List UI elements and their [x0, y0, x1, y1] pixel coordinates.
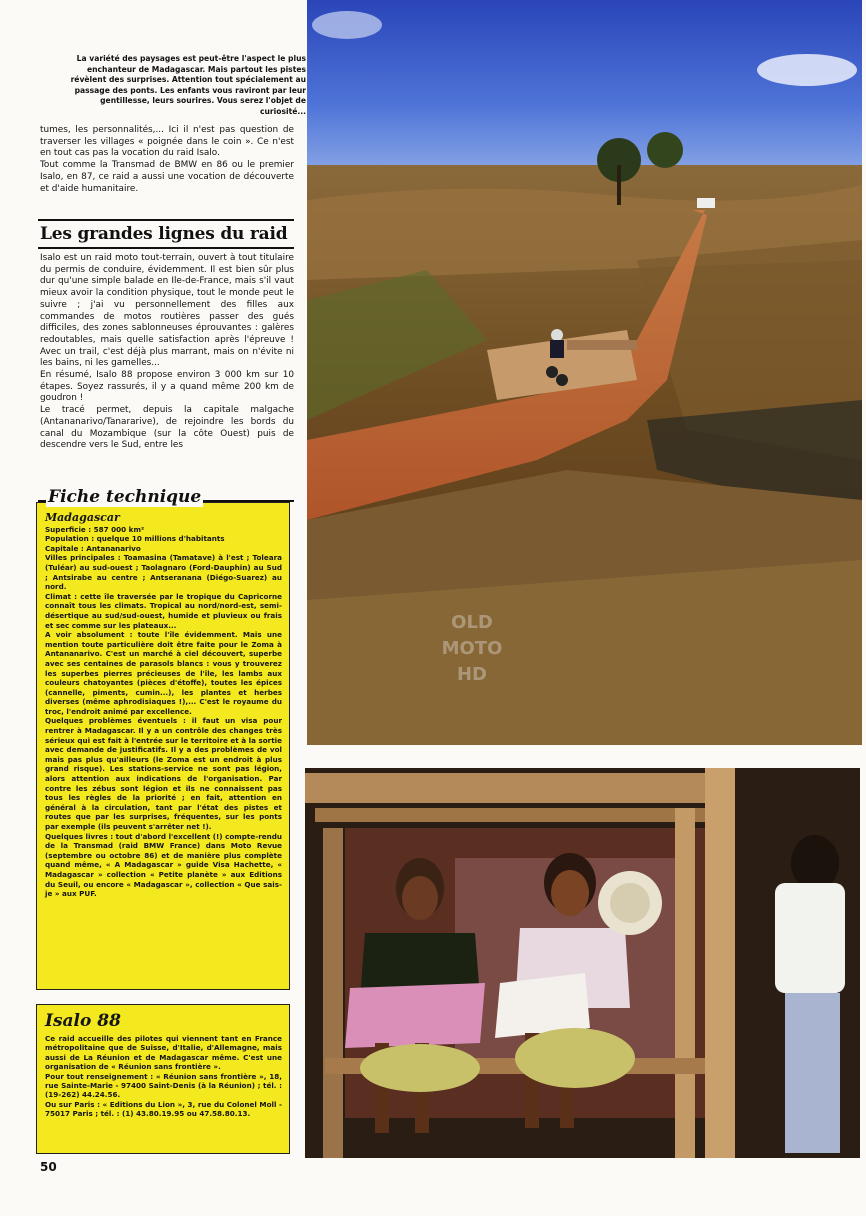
section-heading: Les grandes lignes du raid — [40, 224, 288, 244]
body-paragraph: Le tracé permet, depuis la capitale malgache (Antananarivo/Tanararive), de rejoindre les bords du canal du Mozambique (sur la côte Ouest) puis de descendre vers le Sud, entre les — [40, 405, 294, 451]
fiche-key: Villes principales : — [45, 553, 121, 563]
fiche-item — [45, 525, 282, 535]
fiche-text: toute l'île évidemment. Mais une mention toute particulière doit être faite pour le Zoma à Antananarivo. C'est un marché à ciel découvert, superbe avec ses centaines de parasols blancs : vous y trouverez les superbes pierres précieuses de l'île, les lambs aux couleurs chatoyantes (pièces d'étoffe), toutes les épices (cannelle, piments, cumin...), les plantes et herbes diverses (même aphrodisiaques !),... C'est le royaume du troc, l'endroit animé par excellence. — [45, 630, 282, 716]
page-number: 50 — [40, 1160, 57, 1174]
fiche-key: A voir absolument : — [45, 630, 133, 640]
isalo-title: Isalo 88 — [45, 1011, 121, 1031]
isalo-paragraph: Ce raid accueille des pilotes qui viennent tant en France métropolitaine que de Suisse, d'Italie, d'Allemagne, mais aussi de La Réunion et de Madagascar même. C'est une organisation de « Réunion sans frontière ». — [45, 1034, 282, 1072]
fiche-item — [45, 716, 282, 831]
caption-line: enchanteur de Madagascar. Mais partout les pistes — [87, 64, 306, 74]
section-body — [40, 253, 294, 452]
watermark: OLD MOTO HD — [441, 612, 503, 685]
body-paragraph: En résumé, Isalo 88 propose environ 3 000 km sur 10 étapes. Soyez rassurés, il y a quand même 200 km de goudron ! — [40, 370, 294, 404]
fiche-key: Capitale : — [45, 543, 84, 553]
fiche-item — [45, 592, 282, 630]
isalo-88-box — [36, 1004, 290, 1154]
intro-paragraph: Tout comme la Transmad de BMW en 86 ou le premier Isalo, en 87, ce raid a aussi une vocation de découverte et d'aide humanitaire. — [40, 160, 294, 194]
fiche-item — [45, 534, 282, 544]
section-rule — [38, 219, 294, 221]
landscape-photo — [307, 0, 862, 745]
fiche-item — [45, 544, 282, 554]
fiche-text: cette île traversée par le tropique du Capricorne connaît tous les climats. Tropical au nord/nord-est, semi-désertique au sud/sud-ouest, humide et pluvieux ou frais et sec comme sur les plateaux... — [45, 591, 283, 630]
fiche-text: il faut un visa pour rentrer à Madagascar. Il y a un contrôle des changes très sérieux qui est fait à l'entrée sur le territoire et à la sortie avec demande de justificatifs. Il y a des problèmes de vol mais pas plus qu'ailleurs (le Zoma est un endroit à plus grand risque). Les stations-service ne sont pas légion, alors attention aux indications de l'organisation. Par contre les zébus sont légion et ils ne connaissent pas tous les règles de la priorité ; en fait, attention en général à la circulation, tant par l'état des pistes et routes que par les surprises, fréquentes, sur les ponts par exemple (ils peuvent s'arrêter net !). — [45, 716, 282, 831]
fiche-technique-box — [36, 502, 290, 990]
fiche-text: Antananarivo — [83, 543, 141, 553]
fiche-key: Quelques livres : — [45, 831, 114, 841]
fiche-key: Population : — [45, 534, 95, 544]
fiche-text: Toamasina (Tamatave) à l'est ; Toleara (Tuléar) au sud-ouest ; Taolagnaro (Ford-Dauphin) au Sud ; Antsirabe au centre ; Antseranana (Diégo-Suarez) au nord. — [45, 553, 282, 592]
children-photo — [305, 768, 860, 1158]
fiche-text: quelque 10 millions d'habitants — [94, 534, 225, 544]
caption-line: curiosité... — [259, 106, 306, 116]
fiche-item — [45, 832, 282, 899]
fiche-item — [45, 630, 282, 716]
caption-line: révèlent des surprises. Attention tout spécialement au — [70, 75, 306, 85]
fiche-country: Madagascar — [45, 511, 120, 524]
caption-line: gentillesse, leurs sourires. Vous serez l'objet de — [100, 96, 306, 106]
caption-line: passage des ponts. Les enfants vous raviront par leur — [74, 85, 306, 95]
caption-line: La variété des paysages est peut-être l'aspect le plus — [76, 54, 306, 63]
fiche-item — [45, 553, 282, 591]
intro-paragraph: tumes, les personnalités,... Ici il n'est pas question de traverser les villages « poignée dans le coin ». Ce n'est en tout cas pas la vocation du raid Isalo. — [40, 125, 294, 159]
fiche-key: Quelques problèmes éventuels : — [45, 716, 186, 726]
body-paragraph: Isalo est un raid moto tout-terrain, ouvert à tout titulaire du permis de conduire, évidemment. Il est bien sûr plus dur qu'une simple balade en Ile-de-France, mais s'il vaut mieux avoir la condition physique, tout le monde peut le suivre ; j'ai vu personnellement des filles aux commandes de motos routières passer des gués difficiles, des zones sablonneuses éprouvantes : galères redoutables, mais quelle satisfaction après l'épreuve ! Avec un trail, c'est déjà plus marrant, mais on n'évite ni les bains, ni les gamelles... — [40, 253, 294, 369]
isalo-paragraph: Pour tout renseignement : « Réunion sans frontière », 18, rue Sainte-Marie - 97400 Saint-Denis (à la Réunion) ; tél. : (19-262) 44.24.56. — [45, 1071, 282, 1100]
fiche-text: tout d'abord l'excellent (!) compte-rendu de la Transmad (raid BMW France) dans Moto Revue (septembre ou octobre 86) et de manière plus complète quand même, « A Madagascar » guide Visa Hachette, « Madagascar » collection « Petite planète » aux Editions du Seuil, ou encore « Madagascar », collection « Que sais-je » aux PUF. — [45, 831, 283, 899]
fiche-title: Fiche technique — [48, 487, 202, 507]
fiche-key: Superficie : — [45, 524, 92, 534]
fiche-key: Climat : — [45, 591, 78, 601]
intro-text — [40, 125, 294, 195]
section-rule — [38, 247, 294, 249]
photo-caption — [58, 54, 306, 118]
fiche-text: 587 000 km² — [91, 524, 145, 534]
isalo-paragraph: Ou sur Paris : « Editions du Lion », 3, rue du Colonel Moll - 75017 Paris ; tél. : (1) 43.80.19.95 ou 47.58.80.13. — [45, 1099, 282, 1119]
